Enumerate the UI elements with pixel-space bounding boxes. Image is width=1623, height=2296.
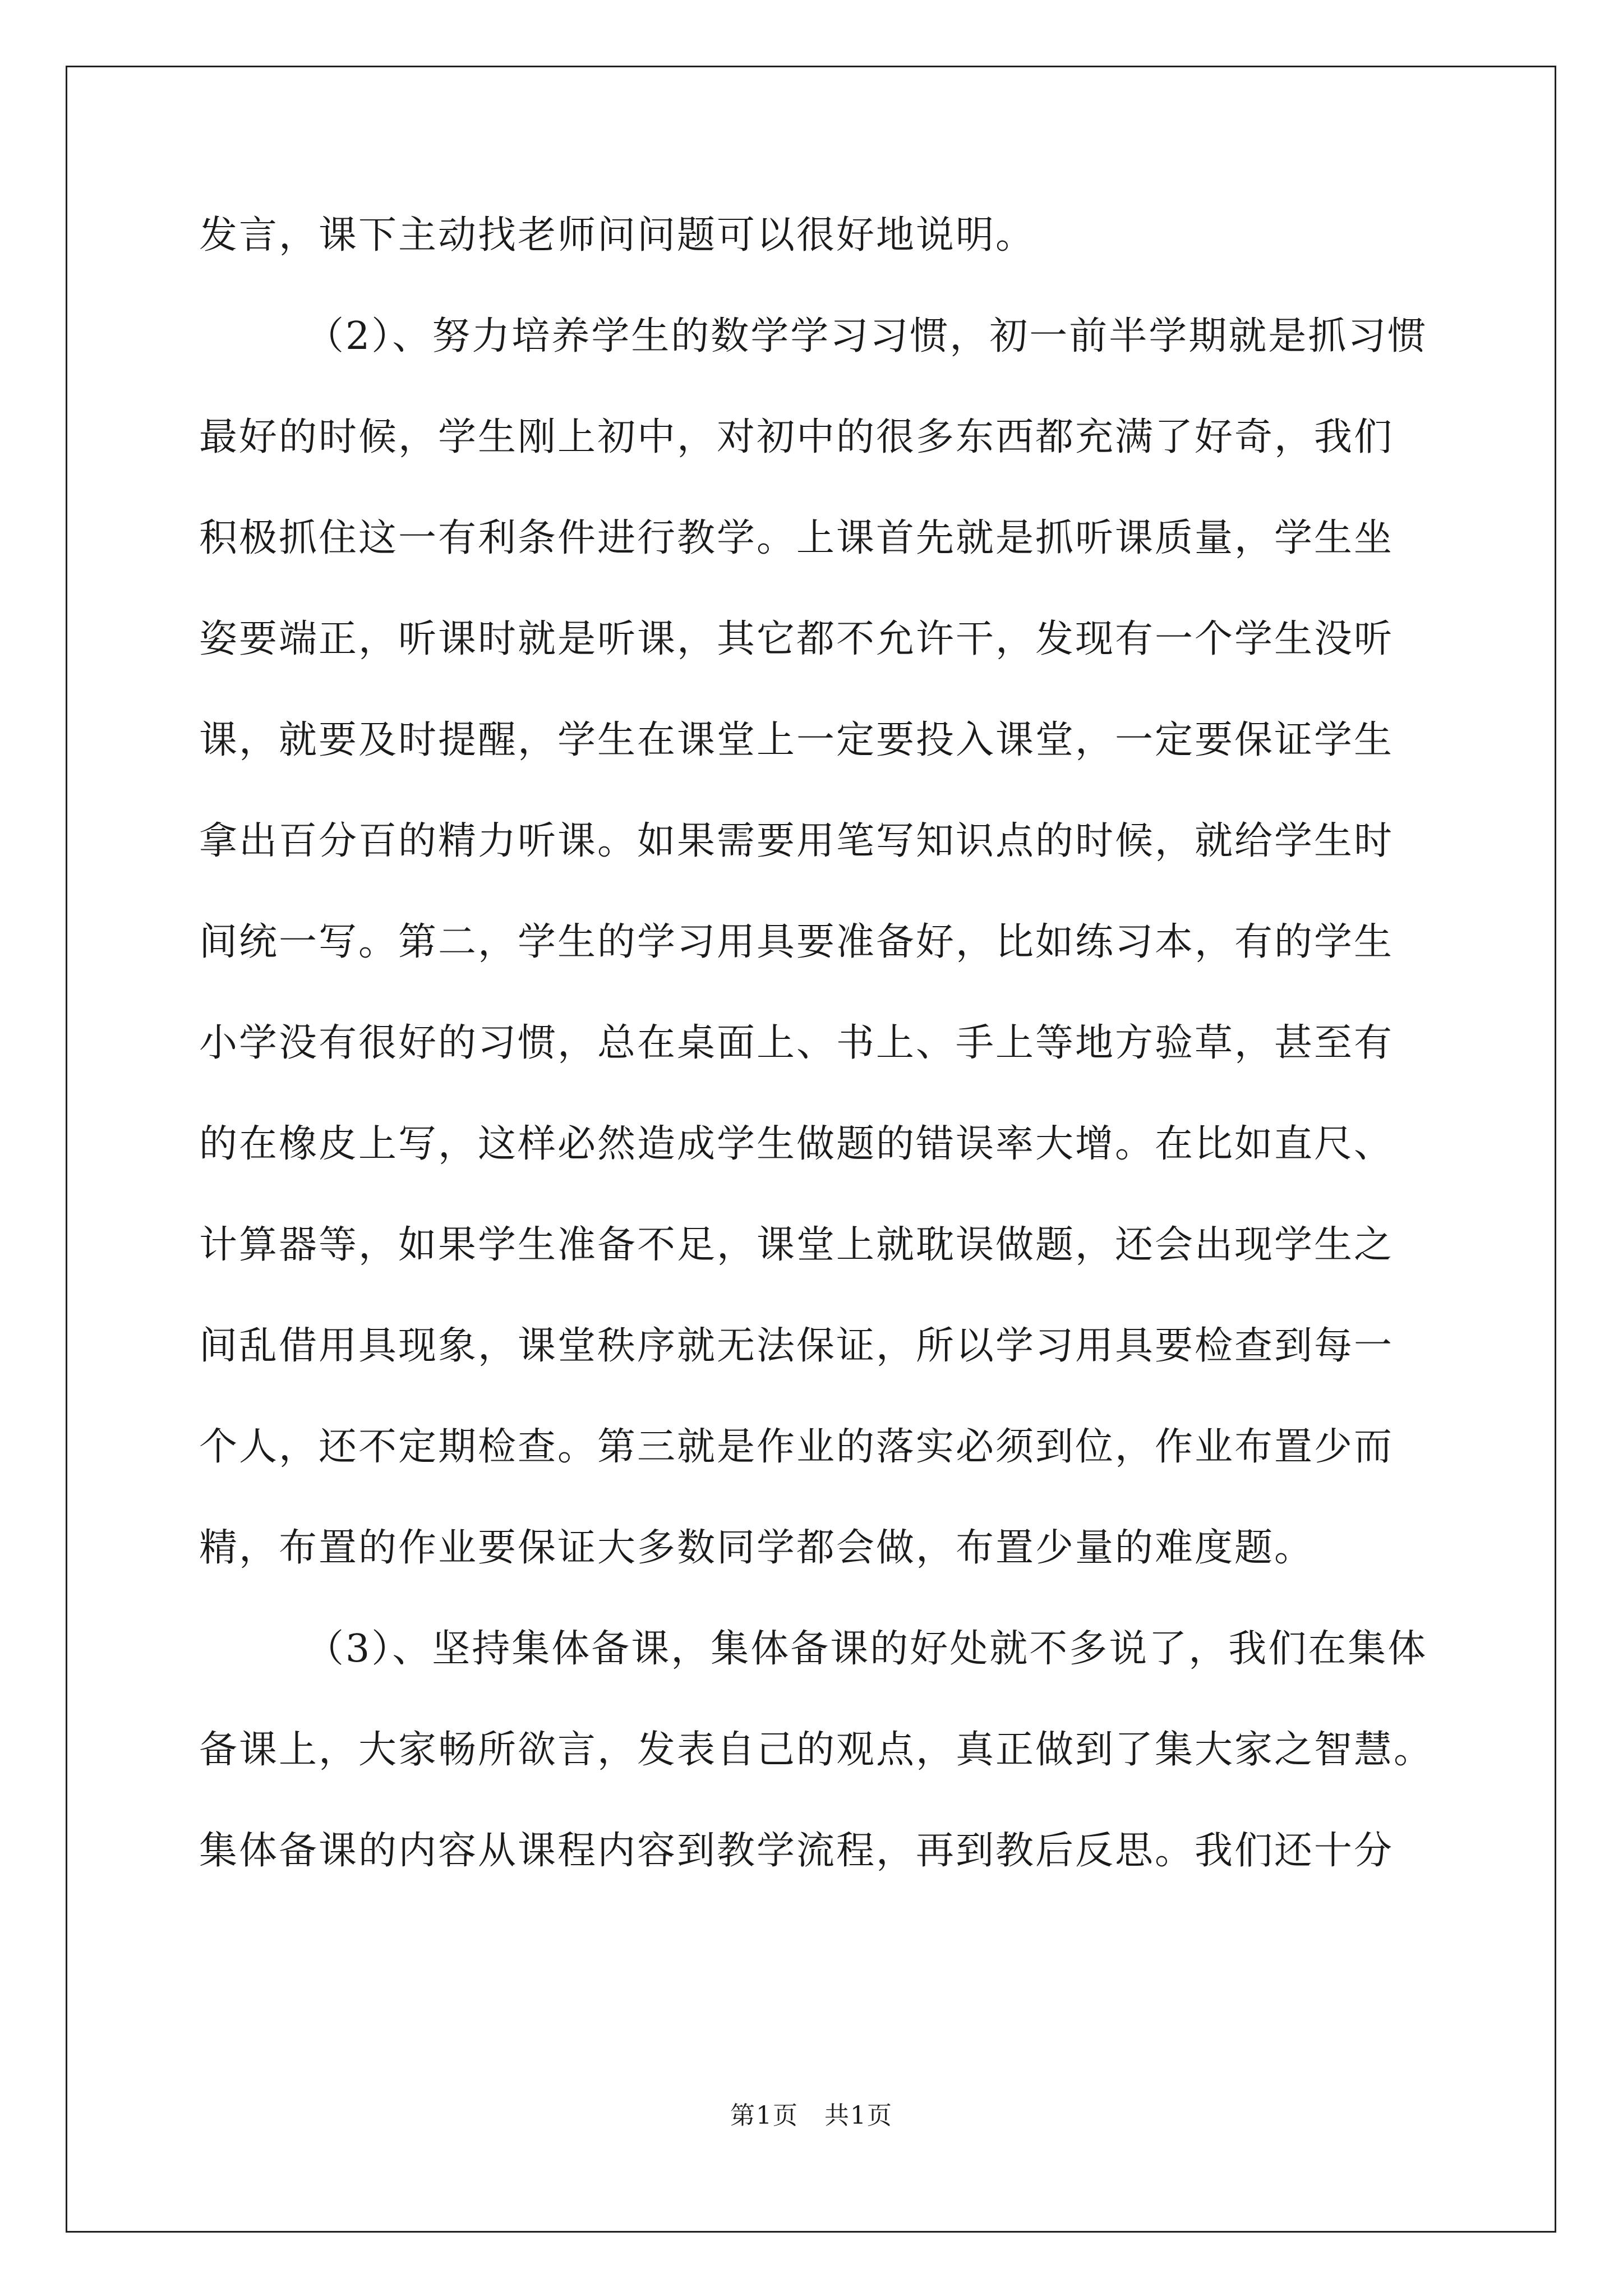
paragraph-2-first-line: （2）、努力培养学生的数学学习习惯，初一前半学期就是抓习惯	[306, 314, 1428, 358]
text-line: 的在橡皮上写，这样必然造成学生做题的错误率大增。在比如直尺、	[199, 1122, 1394, 1166]
text-line: 拿出百分百的精力听课。如果需要用笔写知识点的时候，就给学生时	[199, 819, 1394, 863]
text-line: 最好的时候，学生刚上初中，对初中的很多东西都充满了好奇，我们	[199, 415, 1394, 459]
text-line: 姿要端正，听课时就是听课，其它都不允许干，发现有一个学生没听	[199, 617, 1394, 661]
paragraph-3-first-line: （3）、坚持集体备课，集体备课的好处就不多说了，我们在集体	[306, 1627, 1428, 1671]
text-line: 备课上，大家畅所欲言，发表自己的观点，真正做到了集大家之智慧。	[199, 1728, 1434, 1772]
text-line: 间乱借用具现象，课堂秩序就无法保证，所以学习用具要检查到每一	[199, 1324, 1394, 1368]
text-line: 间统一写。第二，学生的学习用具要准备好，比如练习本，有的学生	[199, 920, 1394, 964]
text-line: 小学没有很好的习惯，总在桌面上、书上、手上等地方验草，甚至有	[199, 1021, 1394, 1065]
text-line: 课，就要及时提醒，学生在课堂上一定要投入课堂，一定要保证学生	[199, 718, 1394, 762]
text-line: 个人，还不定期检查。第三就是作业的落实必须到位，作业布置少而	[199, 1425, 1394, 1469]
text-line: 计算器等，如果学生准备不足，课堂上就耽误做题，还会出现学生之	[199, 1223, 1394, 1267]
text-line: 精，布置的作业要保证大多数同学都会做，布置少量的难度题。	[199, 1526, 1315, 1570]
page-number-footer: 第1页 共1页	[730, 2101, 893, 2130]
text-line: 积极抓住这一有利条件进行教学。上课首先就是抓听课质量，学生坐	[199, 516, 1394, 560]
text-line: 集体备课的内容从课程内容到教学流程，再到教后反思。我们还十分	[199, 1829, 1394, 1873]
text-line: 发言，课下主动找老师问问题可以很好地说明。	[199, 213, 1036, 257]
document-body	[199, 185, 1469, 1902]
